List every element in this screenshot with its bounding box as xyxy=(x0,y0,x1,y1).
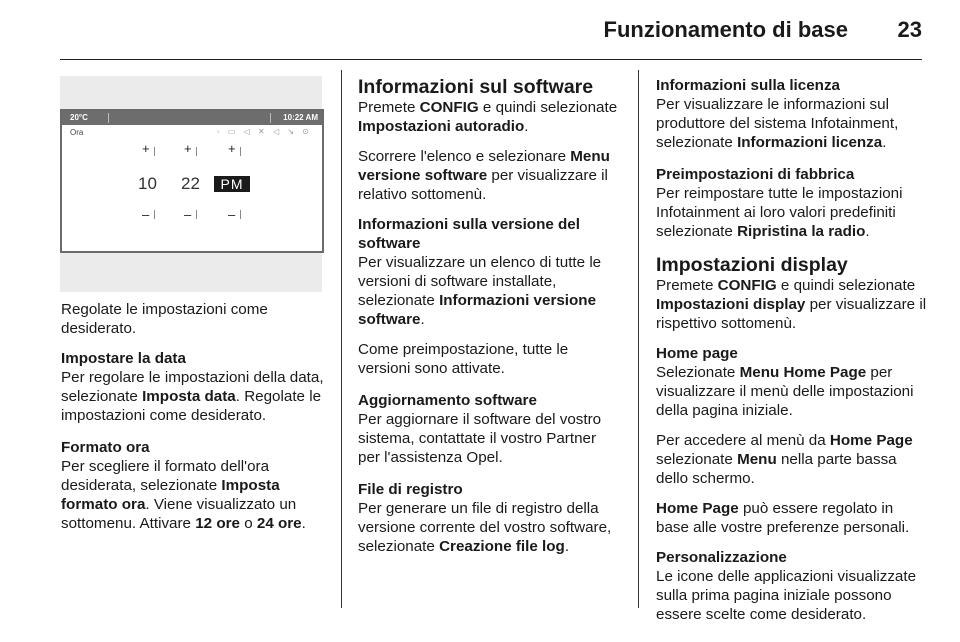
section-heading: Personalizzazione xyxy=(656,549,787,566)
ampm-minus-button[interactable]: – xyxy=(228,207,236,222)
page-number: 23 xyxy=(897,17,922,42)
column-2 xyxy=(358,76,622,569)
divider xyxy=(240,147,241,156)
section-heading: Impostare la data xyxy=(61,350,186,367)
display-screenshot xyxy=(60,76,322,292)
hour-value: 10 xyxy=(138,174,157,193)
section-date xyxy=(61,349,329,425)
paragraph: Home Page può essere regolato in base alle vostre preferenze personali. xyxy=(656,500,910,536)
section-heading: Preimpostazioni di fabbrica xyxy=(656,166,855,183)
intro-paragraph: Regolate le impostazioni come desiderato. xyxy=(61,301,268,337)
minute-plus-button[interactable]: + xyxy=(184,141,192,156)
paragraph: Le icone delle applicazioni visualizzate sulla prima pagina iniziale possono essere scelte come desiderato. xyxy=(656,568,917,623)
column-3 xyxy=(656,76,928,624)
clock-readout: 10:22 AM xyxy=(283,113,318,122)
ampm-value: PM xyxy=(214,176,250,192)
temperature-readout: 20°C xyxy=(70,113,88,122)
page-header xyxy=(0,0,960,60)
section-text: Per regolare le impostazioni della data, selezionate Imposta data. Regolate le impostazioni come desiderato. xyxy=(61,369,324,424)
section-heading: Informazioni sulla licenza xyxy=(656,77,840,94)
ampm-plus-button[interactable]: + xyxy=(228,141,236,156)
paragraph: Per aggiornare il software del vostro sistema, contattate il vostro Partner per l'assistenza Opel. xyxy=(358,411,602,466)
section-time-format xyxy=(61,438,329,533)
section-factory xyxy=(656,165,928,241)
menu-label: Ora xyxy=(70,128,84,137)
paragraph: Premete CONFIG e quindi selezionate Impostazioni display per visualizzare il rispettivo sottomenù. xyxy=(656,277,927,332)
section-log xyxy=(358,480,622,556)
paragraph: Per visualizzare un elenco di tutte le versioni di software installate, selezionate Informazioni versione software. xyxy=(358,254,602,328)
column-1 xyxy=(61,300,329,546)
hour-minus-button[interactable]: – xyxy=(142,207,150,222)
section-heading: Aggiornamento software xyxy=(358,392,537,409)
section-text: Per scegliere il formato dell'ora desiderata, selezionate Imposta formato ora. Viene visualizzato un sottomenu. Attivare 12 ore o 24 ore. xyxy=(61,458,306,532)
section-heading: File di registro xyxy=(358,481,463,498)
page-title: Funzionamento di base xyxy=(603,17,848,42)
section-license xyxy=(656,76,928,152)
paragraph: Selezionate Menu Home Page per visualizzare il menù delle impostazioni della pagina iniziale. xyxy=(656,364,914,419)
section-version xyxy=(358,215,622,378)
paragraph: Per accedere al menù da Home Page selezionate Menu nella parte bassa dello schermo. xyxy=(656,432,913,487)
hour-plus-button[interactable]: + xyxy=(142,141,150,156)
divider xyxy=(270,113,271,123)
section-heading: Informazioni sul software xyxy=(358,76,594,98)
column-divider xyxy=(638,70,639,608)
status-bar xyxy=(62,111,322,125)
section-heading: Informazioni sulla versione del software xyxy=(358,216,580,252)
divider xyxy=(154,147,155,156)
minute-value: 22 xyxy=(181,174,200,193)
section-update xyxy=(358,391,622,467)
status-icons: ◦ ▭ ◁ ✕ ◁ ↘ ⊙ xyxy=(216,127,312,136)
section-heading: Home page xyxy=(656,345,738,362)
divider xyxy=(196,210,197,219)
paragraph: Come preimpostazione, tutte le versioni sono attivate. xyxy=(358,341,569,377)
section-heading: Impostazioni display xyxy=(656,254,848,276)
screen-frame xyxy=(60,109,324,253)
section-heading: Formato ora xyxy=(61,439,150,456)
paragraph: Per reimpostare tutte le impostazioni Infotainment ai loro valori predefiniti selezionate Ripristina la radio. xyxy=(656,185,903,240)
divider xyxy=(154,210,155,219)
paragraph: Per generare un file di registro della versione corrente del vostro software, selezionate Creazione file log. xyxy=(358,500,612,555)
paragraph: Scorrere l'elenco e selezionare Menu versione software per visualizzare il relativo sottomenù. xyxy=(358,148,610,203)
divider xyxy=(196,147,197,156)
paragraph: Per visualizzare le informazioni sul produttore del sistema Infotainment, selezionate Informazioni licenza. xyxy=(656,96,899,151)
divider xyxy=(240,210,241,219)
minute-minus-button[interactable]: – xyxy=(184,207,192,222)
column-divider xyxy=(341,70,342,608)
header-rule xyxy=(60,59,922,60)
divider xyxy=(108,113,109,123)
paragraph: Premete CONFIG e quindi selezionate Impostazioni autoradio. xyxy=(358,99,618,135)
